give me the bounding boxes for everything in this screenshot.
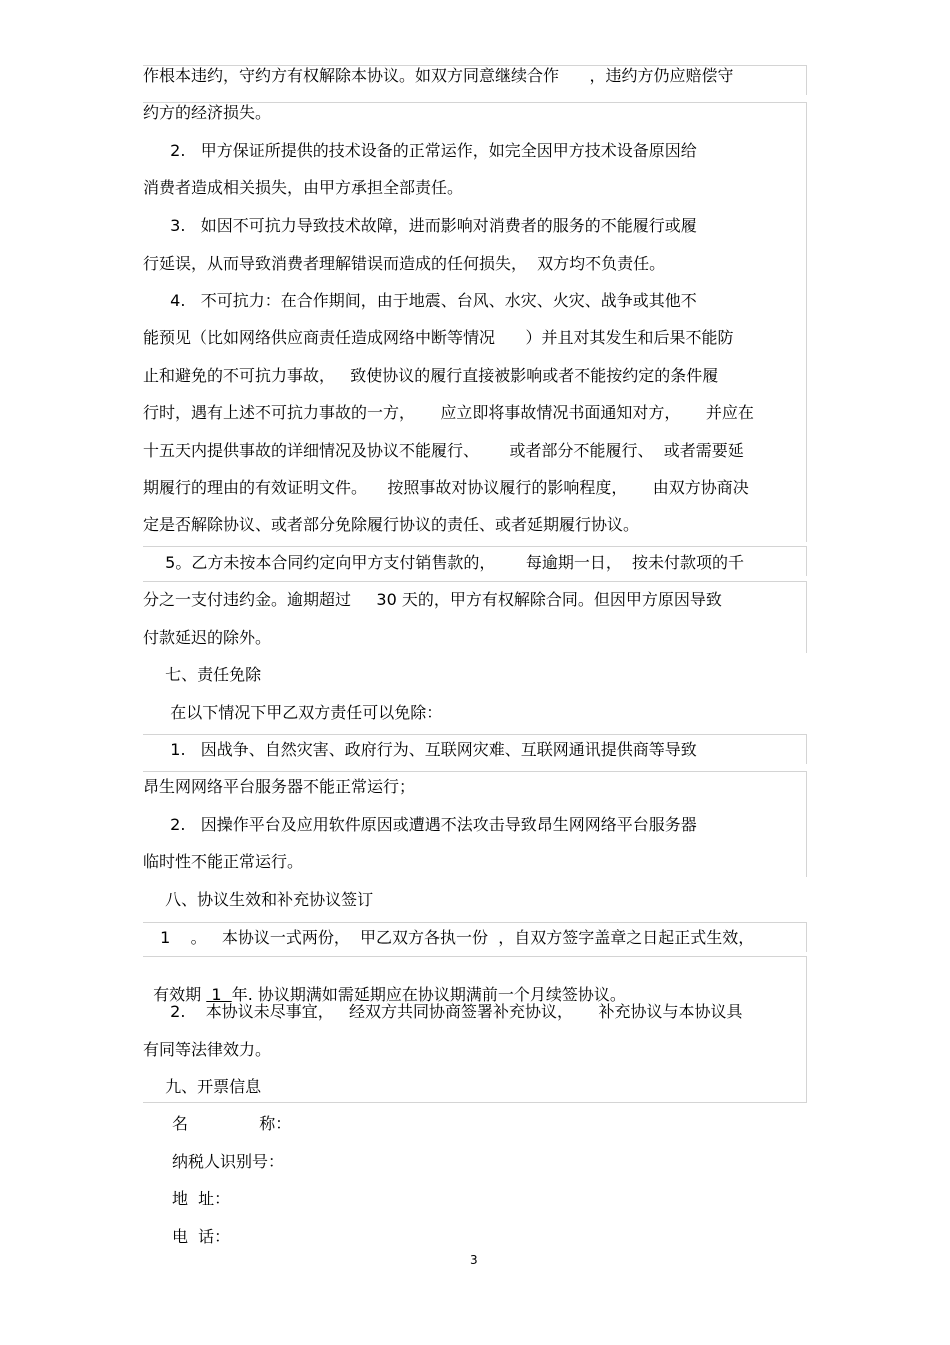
text-line: 1 。 本协议一式两份， 甲乙双方各执一份 ，自双方签字盖章之日起正式生效， [155,928,755,947]
frame-line [806,65,807,95]
frame-line [143,581,807,582]
text-line: 昂生网网络平台服务器不能正常运行； [143,777,416,796]
frame-line [806,734,807,764]
text-line: 在以下情况下甲乙双方责任可以免除： [155,703,443,722]
text-line: 作根本违约，守约方有权解除本协议。如双方同意继续合作 ，违约方仍应赔偿守 [143,66,734,85]
text-line: 能预见（比如网络供应商责任造成网络中断等情况 ）并且对其发生和后果不能防 [143,328,734,347]
section-heading: 九、开票信息 [155,1077,262,1096]
validity-value: 1 [206,985,232,1004]
invoice-taxid-label: 纳税人识别号： [172,1152,285,1171]
text-line: 临时性不能正常运行。 [143,852,304,871]
frame-line [806,956,807,1102]
validity-suffix: 年. 协议期满如需延期应在协议期满前一个月续签协议。 [231,985,626,1004]
text-line: 约方的经济损失。 [143,103,272,122]
text-line: 1. 因战争、自然灾害、政府行为、互联网灾难、互联网通讯提供商等导致 [155,740,697,759]
invoice-phone-label: 电 话： [172,1227,231,1246]
text-line: 2. 本协议未尽事宜， 经双方共同协商签署补充协议， 补充协议与本协议具 [160,1002,743,1021]
invoice-name-label: 名 称： [172,1114,292,1133]
frame-line [143,1102,807,1103]
text-line: 5。乙方未按本合同约定向甲方支付销售款的， 每逾期一日， 按未付款项的千 [155,553,745,572]
text-line: 有同等法律效力。 [143,1040,272,1059]
frame-line [806,546,807,576]
text-line: 2. 甲方保证所提供的技术设备的正常运作，如完全因甲方技术设备原因给 [160,141,697,160]
frame-line [143,734,807,735]
frame-line [806,771,807,877]
section-heading: 八、协议生效和补充协议签订 [155,890,374,909]
text-line: 行时，遇有上述不可抗力事故的一方， 应立即将事故情况书面通知对方， 并应在 [143,403,754,422]
frame-line [806,581,807,653]
text-line: 止和避免的不可抗力事故， 致使协议的履行直接被影响或者不能按约定的条件履 [143,366,719,385]
text-line: 3. 如因不可抗力导致技术故障，进而影响对消费者的服务的不能履行或履 [160,216,697,235]
frame-line [143,922,807,923]
validity-line [143,965,626,1005]
frame-line [806,922,807,952]
text-line: 十五天内提供事故的详细情况及协议不能履行、 或者部分不能履行、 或者需要延 [143,441,744,460]
text-line: 4. 不可抗力：在合作期间，由于地震、台风、水灾、火灾、战争或其他不 [160,291,697,310]
frame-line [806,102,807,542]
section-heading: 七、责任免除 [155,665,262,684]
frame-line [143,771,807,772]
text-line: 期履行的理由的有效证明文件。 按照事故对协议履行的影响程度， 由双方协商决 [143,478,749,497]
text-line: 分之一支付违约金。逾期超过 30 天的，甲方有权解除合同。但因甲方原因导致 [143,590,722,609]
text-line: 行延误，从而导致消费者理解错误而造成的任何损失， 双方均不负责任。 [143,254,666,273]
invoice-address-label: 地 址： [172,1189,231,1208]
validity-prefix: 有效期 [153,985,207,1004]
text-line: 消费者造成相关损失，由甲方承担全部责任。 [143,178,464,197]
frame-line [143,546,807,547]
page-number: 3 [470,1253,478,1267]
text-line: 2. 因操作平台及应用软件原因或遭遇不法攻击导致昂生网网络平台服务器 [160,815,697,834]
frame-line [143,956,807,957]
text-line: 付款延迟的除外。 [143,628,272,647]
text-line: 定是否解除协议、或者部分免除履行协议的责任、或者延期履行协议。 [143,515,640,534]
